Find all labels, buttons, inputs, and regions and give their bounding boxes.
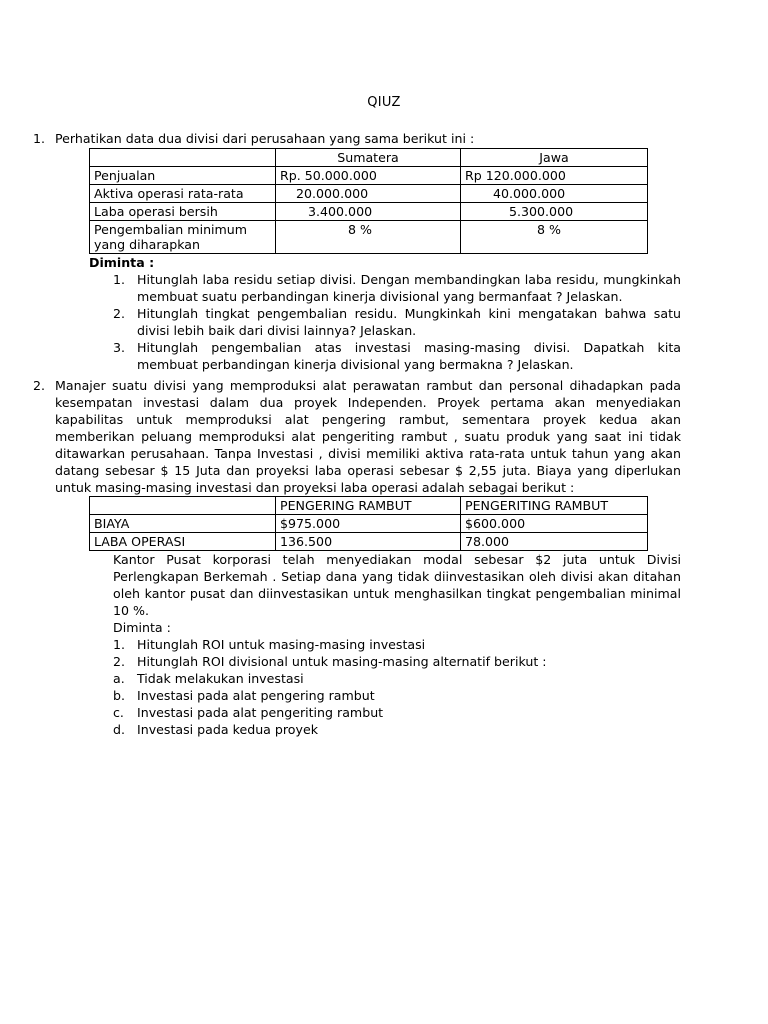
list-item-number: 2. [113, 654, 126, 669]
table-row [90, 221, 648, 254]
list-item-number: d. [113, 722, 125, 737]
table-cell: LABA OPERASI [90, 533, 276, 551]
table-cell: 136.500 [276, 533, 461, 551]
question-2-after-text: Kantor Pusat korporasi telah menyediakan modal sebesar $2 juta untuk Divisi Perlengkapan Berkemah . Setiap dana yang tidak diinvestasikan oleh divisi akan ditahan oleh kantor pusat dan diinvestasikan untuk menghasilkan tingkat pengembalian minimal 10 %. [113, 552, 681, 618]
question-2-task-list [113, 636, 681, 738]
list-item-number: a. [113, 671, 125, 686]
table-header-row [90, 149, 648, 167]
table-header-cell: Jawa [461, 149, 648, 167]
question-2-intro: Manajer suatu divisi yang memproduksi alat perawatan rambut dan personal dihadapkan pada kesempatan investasi dalam dua proyek Independen. Proyek pertama akan menyediakan kapabilitas untuk memproduksi alat pengering rambut, sementara proyek kedua akan memberikan peluang memproduksi alat pengeriting rambut , suatu produk yang saat ini tidak ditawarkan perusahaan. Tanpa Investasi , divisi memiliki aktiva rata-rata untuk tahun yang akan datang sebesar $ 15 Juta dan proyeksi laba operasi sebesar $ 2,55 juta. Biaya yang diperlukan untuk masing-masing investasi dan proyeksi laba operasi adalah sebagai berikut : [55, 378, 681, 495]
table-cell: Rp 120.000.000 [461, 167, 648, 185]
list-item-text: Hitunglah ROI divisional untuk masing-masing alternatif berikut : [137, 654, 547, 669]
list-item-text: Hitunglah laba residu setiap divisi. Dengan membandingkan laba residu, mungkinkah membuat suatu perbandingan kinerja divisional yang bermanfaat ? Jelaskan. [137, 272, 681, 304]
table-cell: 8 % [276, 221, 461, 254]
table-header-cell [90, 149, 276, 167]
list-item [113, 339, 681, 373]
table-cell: Rp. 50.000.000 [276, 167, 461, 185]
question-1-task-list [113, 271, 681, 373]
table-row [90, 185, 648, 203]
table-cell: Penjualan [90, 167, 276, 185]
investment-data-table [89, 496, 648, 551]
table-header-cell: PENGERING RAMBUT [276, 497, 461, 515]
table-header-cell: Sumatera [276, 149, 461, 167]
list-item-text: Investasi pada alat pengeriting rambut [137, 705, 384, 720]
list-item [113, 653, 681, 670]
list-item [113, 271, 681, 305]
table-cell: Aktiva operasi rata-rata [90, 185, 276, 203]
table-header-cell [90, 497, 276, 515]
list-item-number: b. [113, 688, 125, 703]
table-row [90, 167, 648, 185]
list-item-text: Hitunglah tingkat pengembalian residu. Mungkinkah kini mengatakan bahwa satu divisi lebih baik dari divisi lainnya? Jelaskan. [137, 306, 681, 338]
list-item [113, 721, 681, 738]
question-2-diminta-label: Diminta : [113, 620, 171, 635]
list-item-text: Investasi pada kedua proyek [137, 722, 318, 737]
list-item-text: Hitunglah ROI untuk masing-masing investasi [137, 637, 426, 652]
list-item [113, 704, 681, 721]
question-1 [33, 130, 681, 373]
table-cell: 3.400.000 [276, 203, 461, 221]
question-2-number: 2. [33, 378, 46, 393]
list-item-text: Hitunglah pengembalian atas investasi masing-masing divisi. Dapatkah kita membuat perbandingan kinerja divisional yang bermakna ? Jelaskan. [137, 340, 681, 372]
table-cell: $600.000 [461, 515, 648, 533]
table-cell: Laba operasi bersih [90, 203, 276, 221]
question-2 [33, 377, 681, 738]
list-item-number: 3. [113, 340, 126, 355]
table-cell: $975.000 [276, 515, 461, 533]
table-cell: 8 % [461, 221, 648, 254]
list-item [113, 687, 681, 704]
table-row [90, 203, 648, 221]
table-row [90, 515, 648, 533]
table-cell: Pengembalian minimum yang diharapkan [90, 221, 276, 254]
list-item [113, 305, 681, 339]
division-data-table [89, 148, 648, 254]
page-title: QIUZ [367, 95, 401, 110]
table-cell: 5.300.000 [461, 203, 648, 221]
table-row [90, 533, 648, 551]
list-item-number: 1. [113, 272, 126, 287]
table-header-cell: PENGERITING RAMBUT [461, 497, 648, 515]
table-cell: 20.000.000 [276, 185, 461, 203]
list-item-number: c. [113, 705, 124, 720]
list-item-text: Tidak melakukan investasi [137, 671, 304, 686]
list-item-number: 2. [113, 306, 126, 321]
question-1-diminta-label: Diminta : [89, 255, 155, 270]
list-item [113, 636, 681, 653]
table-cell: 78.000 [461, 533, 648, 551]
table-cell: 40.000.000 [461, 185, 648, 203]
table-header-row [90, 497, 648, 515]
list-item-number: 1. [113, 637, 126, 652]
list-item [113, 670, 681, 687]
list-item-text: Investasi pada alat pengering rambut [137, 688, 375, 703]
question-1-intro: Perhatikan data dua divisi dari perusahaan yang sama berikut ini : [55, 131, 475, 146]
question-1-number: 1. [33, 131, 46, 146]
table-cell: BIAYA [90, 515, 276, 533]
